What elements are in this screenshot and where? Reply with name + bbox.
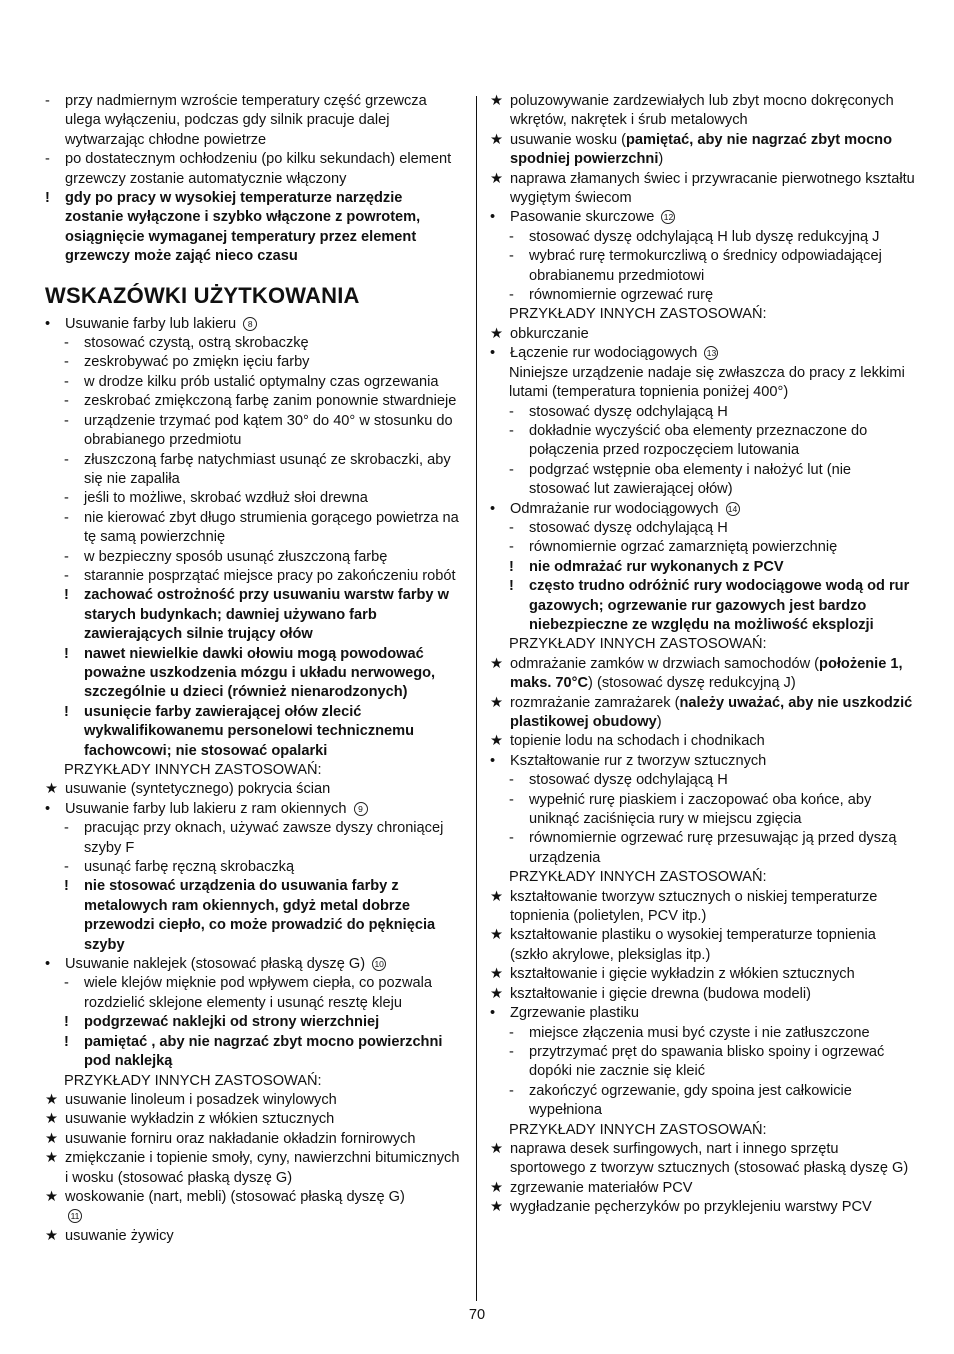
dash-icon: - [509,772,514,789]
star-icon: ★ [45,1227,59,1244]
star-icon: ★ [490,1179,504,1196]
warning-item [45,586,463,644]
section-heading: WSKAZÓWKI UŻYTKOWANIA [45,282,360,308]
text-line [490,868,915,887]
item-text: podgrzać wstępnie oba elementy i nałożyć lut (nie stosować lut zawierającej ołów) [529,461,852,498]
dash-item [45,489,463,508]
bullet-icon: • [490,1005,496,1022]
dash-icon: - [64,509,69,526]
item-text: jeśli to możliwe, skrobać wzdłuż słoi drewna [84,490,368,507]
star-icon: ★ [490,1199,504,1216]
dash-icon: - [509,248,514,265]
item-text: równomiernie ogrzewać rurę przesuwając ją przed dyszą urządzenia [529,830,897,866]
example-item [490,1140,915,1179]
item-text: stosować dyszę odchylającą H lub dyszę redukcyjną J [529,228,880,245]
dash-icon: - [64,393,69,410]
dash-icon: - [509,228,514,245]
item-text-bold: pamiętać, aby nie nagrzać zbyt mocno spodniej powierzchni [510,131,893,168]
item-text: wiele klejów mięknie pod wpływem ciepła, co pozwala rozdzielić sklejone elementy i usunąć resztę kleju [84,975,432,1011]
item-text: usunięcie farby zawierającej ołów zlecić wykwalifikowanemu personelowi technicznemu fachowcowi; nie stosować opalarki [84,703,415,759]
item-text: woskowanie (nart, mebli) (stosować płaską dyszę G) [65,1188,405,1205]
item-text: naprawa desek surfingowych, nart i innego sprzętu sportowego z tworzyw sztucznych (stosować płaską dyszę G) [510,1140,909,1177]
bullet-icon: • [45,800,51,817]
item-text: nawet niewielkie dawki ołowiu mogą powodować poważne uszkodzenia mózgu i układu nerwowego, szczególnie u dzieci (również nienarodzonych) [84,645,436,701]
item-text: usuwanie wykładzin z włókien sztucznych [65,1111,335,1128]
item-text: nie odmrażać rur wykonanych z PCV [529,558,784,575]
item-text: Kształtowanie rur z tworzyw sztucznych [510,752,767,769]
item-text: równomiernie ogrzewać rurę [529,287,714,304]
dash-item [490,1024,915,1043]
item-text: Zgrzewanie plastiku [510,1005,639,1022]
item-text: podgrzewać naklejki od strony wierzchniej [84,1014,380,1031]
item-text: wybrać rurę termokurczliwą o średnicy odpowiadającej obrabianemu przedmiotowi [529,248,882,284]
item-text: usuwanie linoleum i posadzek winylowych [65,1091,337,1108]
dash-item [490,791,915,830]
dash-item [490,403,915,422]
bullet-icon: • [490,345,496,362]
item-text: Łączenie rur wodociągowych [510,345,698,362]
example-item [490,985,915,1004]
example-item [45,1130,463,1149]
star-icon: ★ [490,1140,504,1157]
dash-icon: - [64,548,69,565]
dash-item [45,373,463,392]
item-text: równomiernie ogrzać zamarzniętą powierzchnię [529,539,838,556]
bullet-item [490,752,915,771]
page-number: 70 [468,1307,486,1323]
figure-ref: 8 [243,317,257,331]
item-text: poluzowywanie zardzewiałych lub zbyt mocno dokręconych wkrętów, nakrętek i śrub metalowych [510,93,894,129]
bullet-item [490,1004,915,1023]
figure-ref: 14 [726,502,740,516]
text-line [490,635,915,654]
example-item [490,732,915,751]
dash-item [45,92,463,150]
dash-item [490,1082,915,1121]
item-text: Usuwanie farby lub lakieru [65,315,237,332]
dash-item [45,412,463,451]
item-text-bold: położenie 1, maks. 70°C [510,655,903,692]
dash-icon: - [64,373,69,390]
item-text: usuwanie żywicy [65,1227,174,1244]
item-text: zmiękczanie i topienie smoły, cyny, nawierzchni bitumicznych i wosku (stosować płaską dyszę G) [65,1150,460,1186]
item-text: stosować dyszę odchylającą H [529,403,728,420]
figure-ref: 11 [68,1209,82,1223]
star-icon: ★ [490,93,504,109]
dash-item [490,538,915,557]
dash-item [45,392,463,411]
item-text: PRZYKŁADY INNYCH ZASTOSOWAŃ: [509,1121,767,1138]
warning-item [45,1033,463,1072]
item-text-after: ) (stosować dyszę redukcyjną J) [588,675,796,692]
text-line [490,1121,915,1140]
dash-item [490,228,915,247]
dash-icon: - [509,539,514,556]
example-item [490,325,915,344]
dash-icon: - [509,791,514,808]
dash-icon: - [509,830,514,847]
example-item [45,780,463,799]
item-text: PRZYKŁADY INNYCH ZASTOSOWAŃ: [509,306,767,323]
warning-icon: ! [64,645,69,662]
dash-item [45,974,463,1013]
item-text: naprawa złamanych świec i przywracanie pierwotnego kształtu wygiętym świecom [510,170,915,207]
dash-icon: - [509,1024,514,1041]
item-text: gdy po pracy w wysokiej temperaturze narzędzie zostanie wyłączone i szybko włączone z powrotem, osiągnięcie wymaganej temperatury przez element grzewczy może zająć nieco czasu [65,190,421,265]
item-text: przytrzymać pręt do spawania blisko spoiny i ogrzewać dopóki nie zacznie się kleić [529,1043,885,1080]
example-item [490,1179,915,1198]
star-icon: ★ [490,170,504,187]
star-icon: ★ [490,655,504,672]
item-text: w drodze kilku prób ustalić optymalny czas ogrzewania [84,373,439,390]
item-text: pracując przy oknach, używać zawsze dyszy chroniącej szyby F [84,820,444,856]
item-text: zakończyć ogrzewanie, gdy spoina jest całkowicie wypełniona [529,1082,852,1119]
item-text: nie kierować zbyt długo strumienia gorącego powietrza na tę samą powierzchnię [84,509,459,546]
example-item [490,655,915,694]
example-item [490,694,915,733]
warning-icon: ! [509,578,514,595]
star-icon: ★ [45,1150,59,1167]
warning-icon: ! [45,190,50,207]
example-item [490,170,915,209]
dash-icon: - [64,354,69,371]
item-text: Niniejsze urządzenie nadaje się zwłaszcza do pracy z lekkimi lutami (temperatura topnienia poniżej 400°) [509,364,905,401]
dash-icon: - [509,287,514,304]
warning-item [45,189,463,267]
dash-item [45,150,463,189]
warning-item [45,1013,463,1032]
star-icon: ★ [490,325,504,342]
item-text: kształtowanie i gięcie drewna (budowa modeli) [510,985,811,1002]
item-text: PRZYKŁADY INNYCH ZASTOSOWAŃ: [509,636,767,653]
item-text: odmrażanie zamków w drzwiach samochodów ( [510,655,820,672]
bullet-item [490,344,915,363]
example-item [490,926,915,965]
dash-icon: - [509,1043,514,1060]
dash-icon: - [509,461,514,478]
item-text: stosować czystą, ostrą skrobaczkę [84,335,309,352]
dash-icon: - [64,975,69,992]
warning-item [45,645,463,703]
bullet-icon: • [45,315,51,332]
warning-item [45,703,463,761]
item-text: Usuwanie naklejek (stosować płaską dyszę G) [65,956,366,973]
item-text: kształtowanie tworzyw sztucznych o niskiej temperaturze topnienia (polietylen, PCV itp.) [510,888,878,925]
right-column [490,92,915,1218]
star-icon: ★ [45,1091,59,1108]
warning-item [490,577,915,635]
example-item [45,1188,463,1227]
item-text: stosować dyszę odchylającą H [529,519,728,536]
star-icon: ★ [45,1130,59,1147]
text-line [45,761,463,780]
star-icon: ★ [45,781,59,798]
star-icon: ★ [490,888,504,905]
warning-icon: ! [64,1033,69,1050]
dash-icon: - [64,859,69,876]
dash-icon: - [64,335,69,352]
item-text: PRZYKŁADY INNYCH ZASTOSOWAŃ: [64,1072,322,1089]
item-text: po dostatecznym ochłodzeniu (po kilku sekundach) element grzewczy zostanie automatycznie włączony [65,151,452,187]
bullet-item [45,800,463,819]
bullet-item [45,315,463,334]
item-text: kształtowanie plastiku o wysokiej temperaturze topnienia (szkło akrylowe, pleksiglas itp.) [510,927,876,963]
dash-icon: - [509,1082,514,1099]
dash-item [490,519,915,538]
dash-item [45,819,463,858]
item-text: Odmrażanie rur wodociągowych [510,500,719,517]
item-text: pamiętać , aby nie nagrzać zbyt mocno powierzchni pod naklejką [84,1033,443,1070]
example-item [45,1227,463,1246]
item-text: zgrzewanie materiałów PCV [510,1179,693,1196]
bullet-icon: • [490,752,496,769]
example-item [490,1198,915,1217]
item-text: w bezpieczny sposób usunąć złuszczoną farbę [84,548,388,565]
item-text-after: ) [656,714,662,730]
item-text-after: ) [658,151,664,168]
dash-icon: - [64,451,69,468]
bullet-icon: • [490,500,496,517]
figure-ref: 12 [661,210,675,224]
bullet-icon: • [45,956,51,973]
item-text: rozmrażanie zamrażarek ( [510,694,680,711]
text-line [490,364,915,403]
dash-icon: - [45,93,50,109]
text-line [490,305,915,324]
item-text: miejsce złączenia musi być czyste i nie zatłuszczone [529,1024,870,1041]
item-text: dokładnie wyczyścić oba elementy przeznaczone do połączenia przed rozpoczęciem lutowania [529,422,868,459]
dash-item [490,247,915,286]
dash-icon: - [509,422,514,439]
item-text: często trudno odróżnić rury wodociągowe wodą od rur gazowych; ogrzewanie rur gazowych jest bardzo niebezpieczne ze względu na możliwość eksplozji [529,578,910,633]
example-item [490,965,915,984]
example-item [45,1149,463,1188]
dash-item [490,286,915,305]
item-text: zeskrobać zmiękczoną farbę zanim ponownie stwardnieje [84,393,457,410]
warning-item [490,558,915,577]
figure-ref: 10 [372,957,386,971]
star-icon: ★ [45,1188,59,1205]
item-text: zachować ostrożność przy usuwaniu warstw farby w starych budynkach; dawniej używano farb zawierających silnie trujący ołów [84,587,449,643]
warning-icon: ! [64,703,69,720]
item-text-bold: należy uważać, aby nie uszkodzić plastikowej obudowy [510,694,913,730]
example-item [45,1091,463,1110]
item-text: usunąć farbę ręczną skrobaczką [84,859,295,876]
item-text: usuwanie forniru oraz nakładanie okładzin fornirowych [65,1130,416,1147]
star-icon: ★ [490,694,504,711]
item-text: topienie lodu na schodach i chodnikach [510,733,765,750]
dash-item [45,858,463,877]
item-text: PRZYKŁADY INNYCH ZASTOSOWAŃ: [64,762,322,778]
example-item [490,92,915,131]
example-item [45,1110,463,1129]
warning-icon: ! [64,878,69,895]
example-item [490,131,915,170]
star-icon: ★ [490,966,504,983]
dash-icon: - [64,567,69,584]
item-text: wygładzanie pęcherzyków po przyklejeniu warstwy PCV [510,1199,872,1216]
bullet-item [490,500,915,519]
star-icon: ★ [45,1111,59,1128]
item-text: złuszczoną farbę natychmiast usunąć ze skrobaczki, aby się nie zapaliła [84,451,451,487]
warning-icon: ! [64,587,69,604]
left-column [45,92,463,1246]
dash-item [45,334,463,353]
dash-item [490,461,915,500]
item-text: stosować dyszę odchylającą H [529,772,728,789]
dash-item [45,451,463,490]
star-icon: ★ [490,927,504,944]
dash-item [490,771,915,790]
bullet-item [490,208,915,227]
item-text: starannie posprzątać miejsce pracy po zakończeniu robót [84,567,456,584]
dash-icon: - [509,403,514,420]
item-text: Usuwanie farby lub lakieru z ram okiennych [65,800,347,817]
item-text: zeskrobywać po zmiękn ięciu farby [84,354,310,371]
dash-icon: - [509,519,514,536]
item-text: obkurczanie [510,325,589,342]
dash-item [45,567,463,586]
item-text: kształtowanie i gięcie wykładzin z włókien sztucznych [510,966,855,983]
dash-icon: - [64,412,69,429]
text-line [45,1072,463,1091]
item-text: usuwanie (syntetycznego) pokrycia ścian [65,781,331,798]
item-text: Pasowanie skurczowe [510,209,655,226]
item-text: przy nadmiernym wzroście temperatury część grzewcza ulega wyłączeniu, podczas gdy silnik pracuje dalej wytwarzając chłodne powietrze [65,93,427,148]
bullet-icon: • [490,209,496,226]
star-icon: ★ [490,985,504,1002]
figure-ref: 9 [354,802,368,816]
dash-icon: - [64,820,69,837]
star-icon: ★ [490,733,504,750]
dash-item [490,1043,915,1082]
warning-icon: ! [509,558,514,575]
example-item [490,888,915,927]
item-text: PRZYKŁADY INNYCH ZASTOSOWAŃ: [509,869,767,886]
dash-icon: - [64,490,69,507]
item-text: usuwanie wosku ( [510,131,626,148]
dash-item [45,509,463,548]
column-divider [476,96,477,1301]
warning-icon: ! [64,1014,69,1031]
dash-item [45,548,463,567]
dash-item [45,353,463,372]
dash-item [490,829,915,868]
warning-item [45,877,463,955]
bullet-item [45,955,463,974]
item-text: nie stosować urządzenia do usuwania farby z metalowych ram okiennych, gdyż metal dobrze przewodzi ciepło, co może prowadzić do pęknięcia szyby [84,878,436,953]
dash-icon: - [45,151,50,168]
dash-item [490,422,915,461]
item-text: urządzenie trzymać pod kątem 30° do 40° w stosunku do obrabianego przedmiotu [84,412,453,449]
figure-ref: 13 [704,346,718,360]
item-text: wypełnić rurę piaskiem i zaczopować oba końce, aby uniknąć zaciśnięcia rury w miejscu zgięcia [529,791,872,828]
star-icon: ★ [490,131,504,148]
